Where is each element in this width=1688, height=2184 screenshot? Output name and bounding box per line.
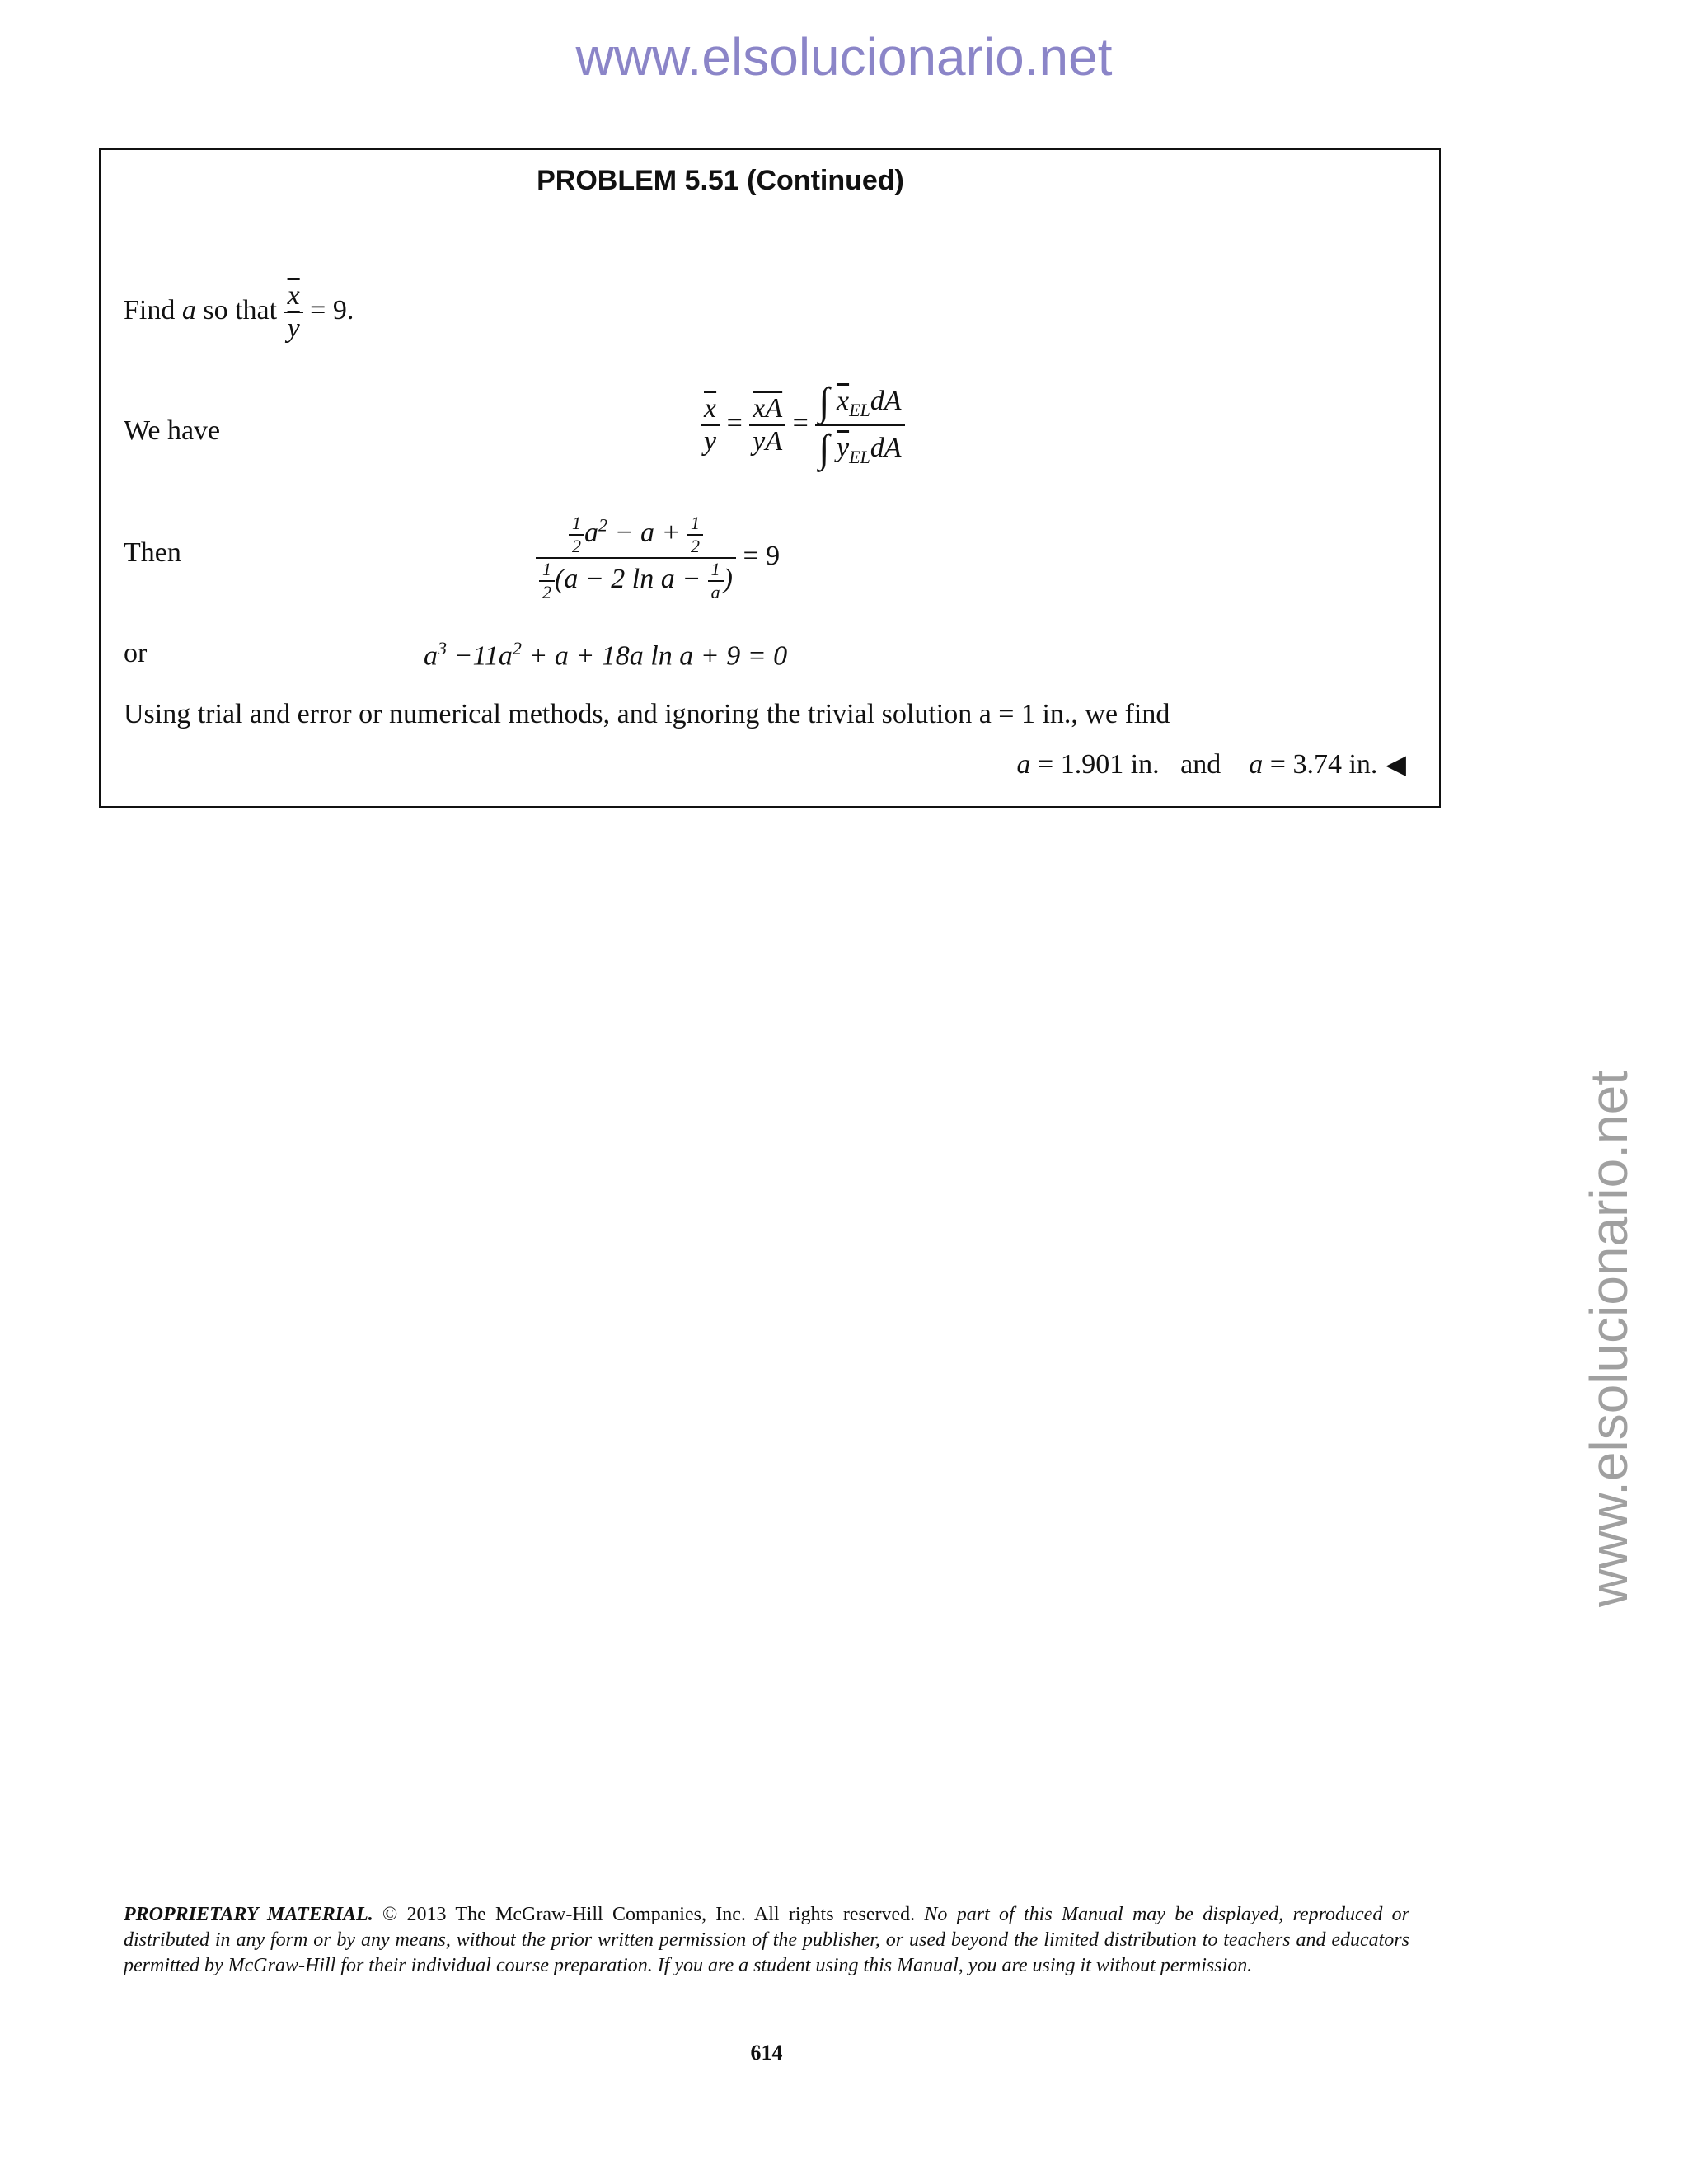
integral-sign: ∫ xyxy=(818,380,830,424)
footer-plain: © 2013 The McGraw-Hill Companies, Inc. All rights reserved. xyxy=(373,1904,925,1925)
two: 2 xyxy=(690,536,700,556)
equals: = xyxy=(792,407,809,438)
then-equation xyxy=(536,513,780,603)
half xyxy=(569,513,584,557)
equals-nine: = 9 xyxy=(743,540,781,571)
ratio-expression xyxy=(536,513,736,603)
var-a: a xyxy=(181,294,196,326)
exponent: 2 xyxy=(598,514,608,536)
ya-bar: yA xyxy=(753,426,783,457)
exponent: 2 xyxy=(512,638,522,658)
integral-sign: ∫ xyxy=(818,427,830,471)
two: 2 xyxy=(542,582,551,602)
denominator-close: ) xyxy=(723,563,733,594)
var-a: a xyxy=(1016,749,1031,780)
xa-bar: $\overline{xA}$ xyxy=(753,393,783,424)
problem-title: PROBLEM 5.51 (Continued) xyxy=(537,165,904,196)
we-have-label: We have xyxy=(124,415,221,446)
equals: = xyxy=(726,407,743,438)
and-text: and xyxy=(1180,749,1221,780)
da: dA xyxy=(870,386,902,416)
exponent: 3 xyxy=(438,638,447,658)
var-a: a xyxy=(710,582,720,602)
var-a: a xyxy=(1249,749,1264,780)
da: dA xyxy=(870,433,902,463)
x-bar: $\overline{x}$ xyxy=(287,280,300,311)
find-a-line xyxy=(124,280,354,344)
copyright-footer xyxy=(124,1902,1409,1979)
answer-value-2: = 3.74 in. xyxy=(1263,749,1378,780)
equals-nine: = 9. xyxy=(310,294,354,326)
y-el: $\overline{y}$ xyxy=(836,433,850,463)
text-find: Find xyxy=(124,294,182,326)
centroid-ratio-equation xyxy=(701,379,905,471)
footer-italic: No part of this Manual may be displayed, reproduced or distributed in any form or by any means, without the prior written permission of the publisher, or used beyond the limited distribution to teachers and educators permitted by McGraw-Hill for their individual course preparation. If you are a student using this Manual, you are using it without permission. xyxy=(124,1904,1409,1976)
numerator-rest: − a + xyxy=(607,517,687,548)
denominator-open: (a − 2 ln a − xyxy=(555,563,708,594)
one-over-a xyxy=(708,559,724,603)
subscript-el: EL xyxy=(849,399,870,420)
answer-value-1: = 1.901 in. xyxy=(1030,749,1160,780)
problem-box xyxy=(99,148,1441,808)
final-answer xyxy=(1017,748,1406,780)
ratio-x-y xyxy=(701,393,720,457)
ratio-xa-ya xyxy=(749,393,785,457)
x-bar: $\overline{x}$ xyxy=(704,393,717,424)
y-bar: y xyxy=(704,426,717,457)
one: 1 xyxy=(539,559,555,582)
integral-ratio xyxy=(815,379,904,471)
text-so-that: so that xyxy=(195,294,284,326)
subscript-el: EL xyxy=(849,446,870,467)
one: 1 xyxy=(687,513,703,536)
var-a: a xyxy=(584,517,599,548)
page-number: 614 xyxy=(750,2041,783,2064)
y-bar: y xyxy=(287,313,300,344)
x-el: $\overline{x}$ xyxy=(836,386,850,416)
one: 1 xyxy=(708,559,724,582)
trial-and-error-text: Using trial and error or numerical methods, and ignoring the trivial solution a = 1 in., we find xyxy=(124,699,1170,729)
one: 1 xyxy=(569,513,584,536)
two: 2 xyxy=(572,536,582,556)
eq-part: + a + 18a ln a + 9 = 0 xyxy=(521,640,788,672)
answer-marker-icon: ◀ xyxy=(1386,748,1406,780)
half xyxy=(539,559,555,603)
eq-part: −11a xyxy=(447,640,513,672)
footer-bold: PROPRIETARY MATERIAL. xyxy=(124,1904,373,1925)
half xyxy=(687,513,703,557)
cubic-equation xyxy=(424,638,787,672)
or-label: or xyxy=(124,638,148,668)
watermark-top: www.elsolucionario.net xyxy=(575,27,1113,87)
then-label: Then xyxy=(124,537,181,568)
x-over-y-fraction xyxy=(284,280,303,344)
watermark-side: www.elsolucionario.net xyxy=(1579,1071,1639,1607)
eq-part: a xyxy=(424,640,438,672)
